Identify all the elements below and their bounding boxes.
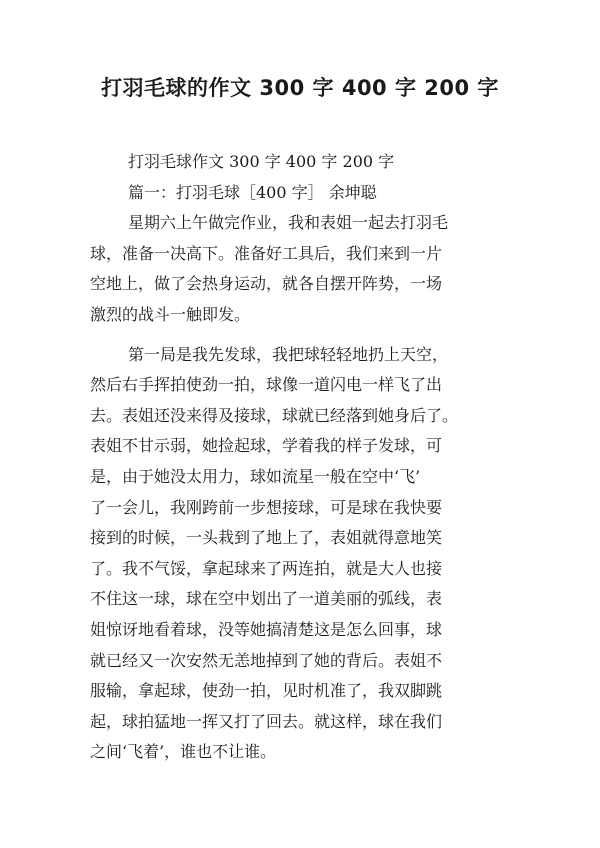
paragraph-2-line-4: 表姐不甘示弱，她捡起球，学着我的样子发球，可 [90,436,443,456]
paragraph-2-line-11: 就已经又一次安然无恙地掉到了她的背后。表姐不 [90,650,443,670]
paragraph-2-line-8: 了。我不气馁，拿起球来了两连拍，就是大人也接 [90,558,443,578]
paragraph-2-line-3: 去。表姐还没来得及接球，球就已经落到她身后了。 [90,405,459,425]
paragraph-2-line-13: 起，球拍猛地一挥又打了回去。就这样，球在我们 [90,711,443,731]
paragraph-2-line-2: 然后右手挥拍使劲一拍，球像一道闪电一样飞了出 [90,375,443,395]
paragraph-2-line-1: 第一局是我先发球，我把球轻轻地扔上天空， [128,344,449,364]
paragraph-2-line-12: 服输，拿起球，使劲一拍，见时机准了，我双脚跳 [90,681,443,701]
chapter-heading-line: 篇一：打羽毛球［400 字］ 余坤聪 [128,182,377,202]
paragraph-2-line-6: 了一会儿，我刚跨前一步想接球，可是球在我快要 [90,497,443,517]
subtitle-line: 打羽毛球作文 300 字 400 字 200 字 [128,152,395,171]
document-body [90,147,515,768]
paragraph-1-line-2: 球，准备一决高下。准备好工具后，我们来到一片 [90,243,443,263]
paragraph-2-line-10: 姐惊讶地看着球，没等她搞清楚这是怎么回事，球 [90,619,443,639]
paragraph-2-line-9: 不住这一球，球在空中划出了一道美丽的弧线，表 [90,589,443,609]
paragraph-1-line-4: 激烈的战斗一触即发。 [90,304,251,324]
paragraph-2-line-14: 之间‘飞着’，谁也不让谁。 [90,742,277,762]
paragraph-2-line-5: 是，由于她没太用力，球如流星一般在空中‘飞’ [90,466,421,486]
paragraph-2-line-7: 接到的时候，一头栽到了地上了，表姐就得意地笑 [90,528,443,548]
document-title: 打羽毛球的作文 300 字 400 字 200 字 [101,76,499,100]
paragraph-1-line-3: 空地上，做了会热身运动，就各自摆开阵势，一场 [90,274,443,294]
paragraph-1-line-1: 星期六上午做完作业，我和表姐一起去打羽毛 [128,213,449,233]
